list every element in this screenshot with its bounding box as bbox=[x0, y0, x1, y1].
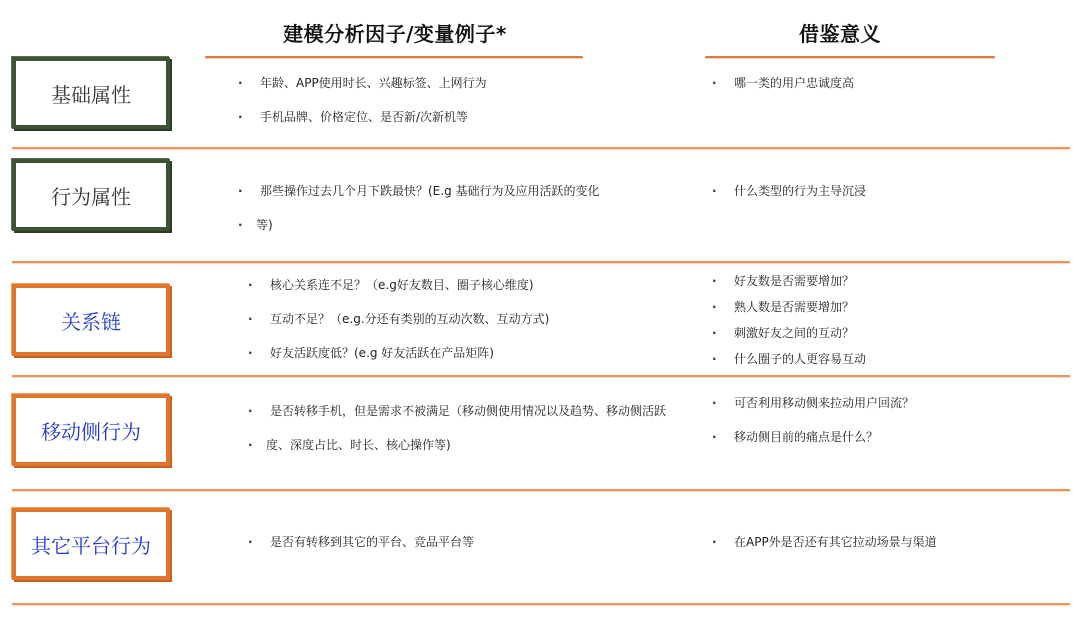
row-divider bbox=[12, 261, 1070, 263]
row-divider bbox=[12, 603, 1070, 605]
row-divider bbox=[12, 375, 1070, 377]
factors-list-other-platform bbox=[248, 532, 688, 552]
header-meaning-underline bbox=[705, 56, 995, 58]
factors-list-relationship bbox=[248, 275, 688, 363]
header-factors-underline bbox=[205, 56, 583, 58]
factors-list-basic bbox=[238, 73, 678, 127]
meaning-list-behavior bbox=[712, 181, 1062, 201]
factor-item: · 是否转移手机，但是需求不被满足（移动侧使用情况以及趋势、移动侧活跃 bbox=[248, 401, 698, 421]
row-divider bbox=[12, 489, 1070, 491]
meaning-list-other-platform bbox=[712, 532, 1062, 552]
meaning-item: · 熟人数是否需要增加？ bbox=[712, 297, 1062, 317]
meaning-item: · 什么类型的行为主导沉浸 bbox=[712, 181, 1062, 201]
header-meaning: 借鉴意义 bbox=[799, 22, 881, 46]
factor-item: · 年龄、APP使用时长、兴趣标签、上网行为 bbox=[238, 73, 678, 93]
factor-item-continuation: · 度、深度占比、时长、核心操作等) bbox=[248, 435, 698, 455]
factors-list-behavior bbox=[238, 181, 678, 235]
category-behavior-attributes: 行为属性 bbox=[12, 159, 170, 231]
header-factors: 建模分析因子/变量例子* bbox=[283, 22, 507, 46]
row-divider bbox=[12, 147, 1070, 149]
category-mobile-behavior: 移动侧行为 bbox=[12, 394, 170, 466]
factor-item: · 好友活跃度低？(e.g 好友活跃在产品矩阵) bbox=[248, 343, 688, 363]
meaning-item: · 可否利用移动侧来拉动用户回流？ bbox=[712, 393, 1062, 413]
factor-item: · 互动不足？（e.g.分还有类别的互动次数、互动方式) bbox=[248, 309, 688, 329]
meaning-list-relationship bbox=[712, 271, 1062, 369]
factor-item: · 手机品牌、价格定位、是否新/次新机等 bbox=[238, 107, 678, 127]
meaning-item: · 刺激好友之间的互动？ bbox=[712, 323, 1062, 343]
meaning-item: · 移动侧目前的痛点是什么？ bbox=[712, 427, 1062, 447]
meaning-item: · 什么圈子的人更容易互动 bbox=[712, 349, 1062, 369]
meaning-list-mobile bbox=[712, 393, 1062, 447]
meaning-item: · 好友数是否需要增加？ bbox=[712, 271, 1062, 291]
factor-item: · 是否有转移到其它的平台、竞品平台等 bbox=[248, 532, 688, 552]
factor-item-continuation: · 等) bbox=[238, 215, 678, 235]
category-relationship-chain: 关系链 bbox=[12, 284, 170, 356]
meaning-item: · 哪一类的用户忠诚度高 bbox=[712, 73, 1062, 93]
factor-item: · 核心关系连不足？（e.g好友数目、圈子核心维度) bbox=[248, 275, 688, 295]
factors-list-mobile bbox=[248, 401, 698, 455]
category-other-platform-behavior: 其它平台行为 bbox=[12, 508, 170, 580]
meaning-list-basic bbox=[712, 73, 1062, 93]
category-basic-attributes: 基础属性 bbox=[12, 57, 170, 129]
factor-item: · 那些操作过去几个月下跌最快？(E.g 基础行为及应用活跃的变化 bbox=[238, 181, 678, 201]
meaning-item: · 在APP外是否还有其它拉动场景与渠道 bbox=[712, 532, 1062, 552]
